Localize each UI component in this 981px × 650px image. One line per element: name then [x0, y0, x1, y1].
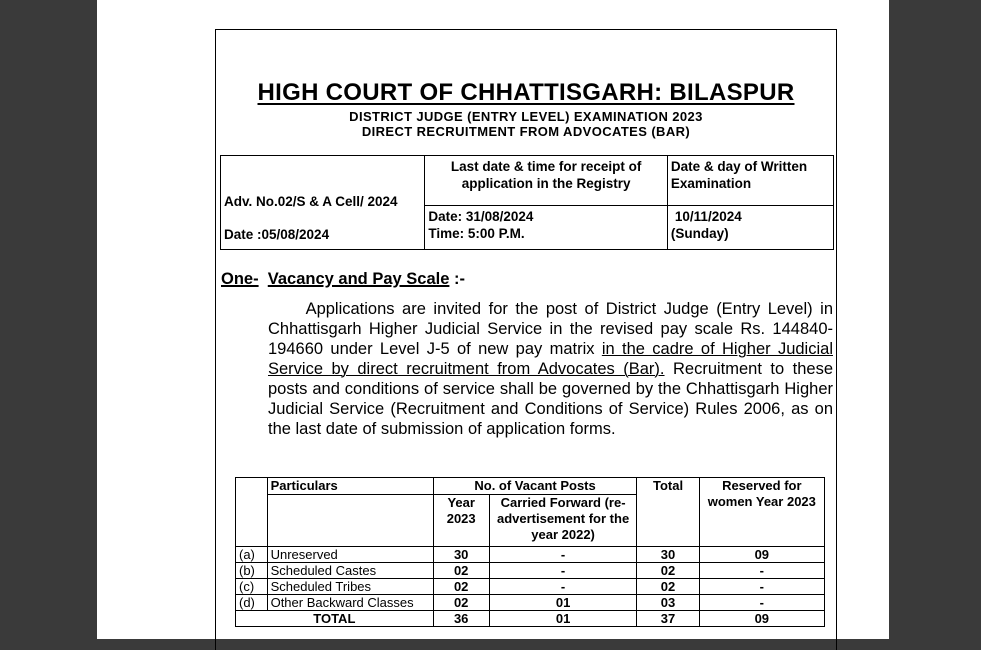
- document-frame: [215, 29, 837, 650]
- exam-date-cell: [667, 206, 833, 250]
- section-heading: [221, 270, 465, 289]
- last-date: Date: 31/08/2024: [428, 209, 534, 224]
- last-time: Time: 5:00 P.M.: [428, 226, 525, 241]
- year-2023-header: Year 2023: [433, 495, 489, 547]
- exam-date: 10/11/2024: [674, 209, 742, 224]
- exam-day: (Sunday): [670, 226, 729, 241]
- adv-date: Date :05/08/2024: [224, 227, 330, 242]
- section-number: One-: [221, 270, 259, 288]
- page-title: HIGH COURT OF CHHATTISGARH: BILASPUR: [257, 79, 795, 106]
- index-header: [236, 478, 268, 547]
- adv-number: Adv. No.02/S & A Cell/ 2024: [224, 194, 398, 209]
- reserved-women-header: Reserved for women Year 2023: [699, 478, 824, 547]
- table-row: (a) Unreserved 30 - 30 09: [236, 547, 825, 563]
- table-row: (c) Scheduled Tribes 02 - 02 -: [236, 579, 825, 595]
- particulars-subheader: [267, 495, 433, 547]
- section-suffix: :-: [453, 270, 465, 288]
- vacancy-table: [235, 477, 825, 627]
- carried-forward-header: Carried Forward (re-advertisement for the year 2022): [489, 495, 637, 547]
- recruitment-subtitle: DIRECT RECRUITMENT FROM ADVOCATES (BAR): [361, 124, 691, 139]
- exam-subtitle: DISTRICT JUDGE (ENTRY LEVEL) EXAMINATION 2023: [349, 109, 703, 124]
- total-row: TOTAL 36 01 37 09: [236, 611, 825, 627]
- adv-info-cell: [221, 156, 425, 250]
- advertisement-info-table: [220, 155, 834, 250]
- table-row: (d) Other Backward Classes 02 01 03 -: [236, 595, 825, 611]
- table-row: (b) Scheduled Castes 02 - 02 -: [236, 563, 825, 579]
- total-header: Total: [637, 478, 699, 547]
- document-page: [97, 0, 889, 639]
- section-title: Vacancy and Pay Scale: [267, 270, 450, 288]
- exam-date-header: Date & day of Written Examination: [667, 156, 833, 206]
- vacancy-paragraph: Applications are invited for the post of District Judge (Entry Level) in Chhattisgarh Higher Judicial Service in the revised pay scale Rs. 144840-194660 under Level J-5 of new pay matrix in the cadre of Higher Judicial Service by direct recruitment from Advocates (Bar). Recruitment to these posts and conditions of service shall be governed by the Chhattisgarh Higher Judicial Service (Recruitment and Conditions of Service) Rules 2006, as on the last date of submission of application forms.: [268, 300, 834, 438]
- last-date-header: Last date & time for receipt of application in the Registry: [425, 156, 668, 206]
- vacant-posts-header: No. of Vacant Posts: [433, 478, 637, 495]
- cadre-underline: in the cadre of Higher Judicial Service by direct recruitment from Advocates (Bar).: [268, 340, 833, 378]
- particulars-header: Particulars: [267, 478, 433, 495]
- last-date-cell: [425, 206, 668, 250]
